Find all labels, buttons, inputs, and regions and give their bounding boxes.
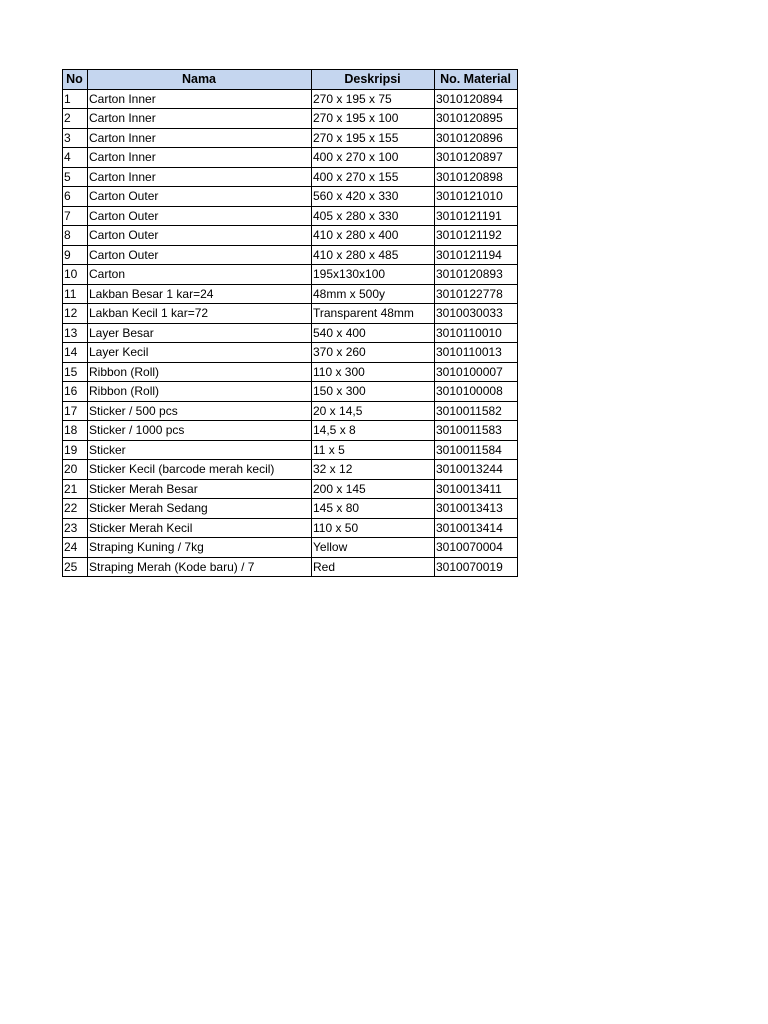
table-row (63, 440, 518, 460)
cell-deskripsi: 110 x 50 (312, 518, 435, 538)
cell-nama: Sticker Kecil (barcode merah kecil) (88, 460, 312, 480)
table-row (63, 343, 518, 363)
cell-no: 14 (63, 343, 88, 363)
cell-material: 3010011584 (435, 440, 518, 460)
cell-no: 1 (63, 89, 88, 109)
table-row (63, 284, 518, 304)
cell-material: 3010013244 (435, 460, 518, 480)
cell-material: 3010011583 (435, 421, 518, 441)
table-row (63, 128, 518, 148)
table-row (63, 89, 518, 109)
cell-material: 3010100008 (435, 382, 518, 402)
table-body (63, 89, 518, 577)
table-row (63, 518, 518, 538)
cell-material: 3010120894 (435, 89, 518, 109)
cell-no: 25 (63, 557, 88, 577)
cell-material: 3010070019 (435, 557, 518, 577)
cell-deskripsi: Yellow (312, 538, 435, 558)
table-row (63, 206, 518, 226)
table-row (63, 401, 518, 421)
cell-material: 3010110010 (435, 323, 518, 343)
table-row (63, 323, 518, 343)
cell-nama: Carton Outer (88, 187, 312, 207)
cell-material: 3010011582 (435, 401, 518, 421)
cell-nama: Straping Kuning / 7kg (88, 538, 312, 558)
cell-deskripsi: 270 x 195 x 75 (312, 89, 435, 109)
cell-deskripsi: 270 x 195 x 155 (312, 128, 435, 148)
cell-nama: Layer Besar (88, 323, 312, 343)
cell-no: 17 (63, 401, 88, 421)
cell-deskripsi: 410 x 280 x 485 (312, 245, 435, 265)
cell-deskripsi: 560 x 420 x 330 (312, 187, 435, 207)
cell-deskripsi: 150 x 300 (312, 382, 435, 402)
cell-deskripsi: 400 x 270 x 155 (312, 167, 435, 187)
cell-nama: Sticker Merah Besar (88, 479, 312, 499)
cell-material: 3010120898 (435, 167, 518, 187)
cell-nama: Sticker / 1000 pcs (88, 421, 312, 441)
cell-material: 3010013413 (435, 499, 518, 519)
cell-material: 3010121191 (435, 206, 518, 226)
cell-no: 3 (63, 128, 88, 148)
table-row (63, 538, 518, 558)
cell-deskripsi: 195x130x100 (312, 265, 435, 285)
cell-nama: Layer Kecil (88, 343, 312, 363)
cell-nama: Carton Outer (88, 226, 312, 246)
cell-nama: Carton Outer (88, 245, 312, 265)
cell-deskripsi: 110 x 300 (312, 362, 435, 382)
cell-deskripsi: 370 x 260 (312, 343, 435, 363)
cell-deskripsi: 405 x 280 x 330 (312, 206, 435, 226)
cell-no: 20 (63, 460, 88, 480)
cell-deskripsi: Red (312, 557, 435, 577)
header-material: No. Material (435, 70, 518, 90)
cell-nama: Sticker (88, 440, 312, 460)
cell-material: 3010120895 (435, 109, 518, 129)
cell-deskripsi: 400 x 270 x 100 (312, 148, 435, 168)
cell-no: 12 (63, 304, 88, 324)
cell-no: 22 (63, 499, 88, 519)
cell-no: 15 (63, 362, 88, 382)
cell-deskripsi: 540 x 400 (312, 323, 435, 343)
header-nama: Nama (88, 70, 312, 90)
cell-no: 7 (63, 206, 88, 226)
table-row (63, 362, 518, 382)
cell-material: 3010030033 (435, 304, 518, 324)
cell-nama: Carton Inner (88, 89, 312, 109)
header-deskripsi: Deskripsi (312, 70, 435, 90)
cell-no: 8 (63, 226, 88, 246)
cell-material: 3010120896 (435, 128, 518, 148)
table-row (63, 167, 518, 187)
cell-deskripsi: 48mm x 500y (312, 284, 435, 304)
cell-deskripsi: Transparent 48mm (312, 304, 435, 324)
cell-nama: Ribbon (Roll) (88, 382, 312, 402)
table-row (63, 382, 518, 402)
cell-nama: Straping Merah (Kode baru) / 7 (88, 557, 312, 577)
cell-no: 24 (63, 538, 88, 558)
spreadsheet-page (62, 69, 518, 577)
cell-no: 10 (63, 265, 88, 285)
table-row (63, 187, 518, 207)
table-row (63, 245, 518, 265)
cell-material: 3010013411 (435, 479, 518, 499)
table-row (63, 148, 518, 168)
cell-deskripsi: 410 x 280 x 400 (312, 226, 435, 246)
cell-no: 23 (63, 518, 88, 538)
cell-material: 3010121010 (435, 187, 518, 207)
cell-no: 4 (63, 148, 88, 168)
cell-no: 19 (63, 440, 88, 460)
cell-no: 21 (63, 479, 88, 499)
cell-material: 3010070004 (435, 538, 518, 558)
table-row (63, 265, 518, 285)
table-row (63, 479, 518, 499)
table-row (63, 557, 518, 577)
table-row (63, 109, 518, 129)
cell-nama: Sticker Merah Kecil (88, 518, 312, 538)
cell-material: 3010100007 (435, 362, 518, 382)
cell-no: 6 (63, 187, 88, 207)
table-row (63, 304, 518, 324)
table-row (63, 226, 518, 246)
cell-deskripsi: 20 x 14,5 (312, 401, 435, 421)
cell-no: 9 (63, 245, 88, 265)
cell-nama: Sticker Merah Sedang (88, 499, 312, 519)
cell-no: 13 (63, 323, 88, 343)
header-row (63, 70, 518, 90)
cell-material: 3010110013 (435, 343, 518, 363)
cell-material: 3010122778 (435, 284, 518, 304)
cell-deskripsi: 200 x 145 (312, 479, 435, 499)
table-row (63, 421, 518, 441)
cell-nama: Carton (88, 265, 312, 285)
cell-material: 3010121194 (435, 245, 518, 265)
cell-deskripsi: 11 x 5 (312, 440, 435, 460)
cell-nama: Sticker / 500 pcs (88, 401, 312, 421)
cell-no: 5 (63, 167, 88, 187)
cell-deskripsi: 145 x 80 (312, 499, 435, 519)
cell-deskripsi: 270 x 195 x 100 (312, 109, 435, 129)
cell-no: 16 (63, 382, 88, 402)
cell-material: 3010120897 (435, 148, 518, 168)
cell-no: 2 (63, 109, 88, 129)
table-row (63, 460, 518, 480)
cell-no: 18 (63, 421, 88, 441)
cell-nama: Lakban Kecil 1 kar=72 (88, 304, 312, 324)
cell-nama: Carton Inner (88, 109, 312, 129)
material-table (62, 69, 518, 577)
cell-deskripsi: 32 x 12 (312, 460, 435, 480)
cell-nama: Carton Inner (88, 128, 312, 148)
cell-nama: Carton Inner (88, 167, 312, 187)
cell-material: 3010120893 (435, 265, 518, 285)
cell-nama: Lakban Besar 1 kar=24 (88, 284, 312, 304)
cell-material: 3010013414 (435, 518, 518, 538)
cell-no: 11 (63, 284, 88, 304)
header-no: No (63, 70, 88, 90)
cell-material: 3010121192 (435, 226, 518, 246)
table-row (63, 499, 518, 519)
cell-nama: Carton Outer (88, 206, 312, 226)
cell-deskripsi: 14,5 x 8 (312, 421, 435, 441)
cell-nama: Ribbon (Roll) (88, 362, 312, 382)
cell-nama: Carton Inner (88, 148, 312, 168)
